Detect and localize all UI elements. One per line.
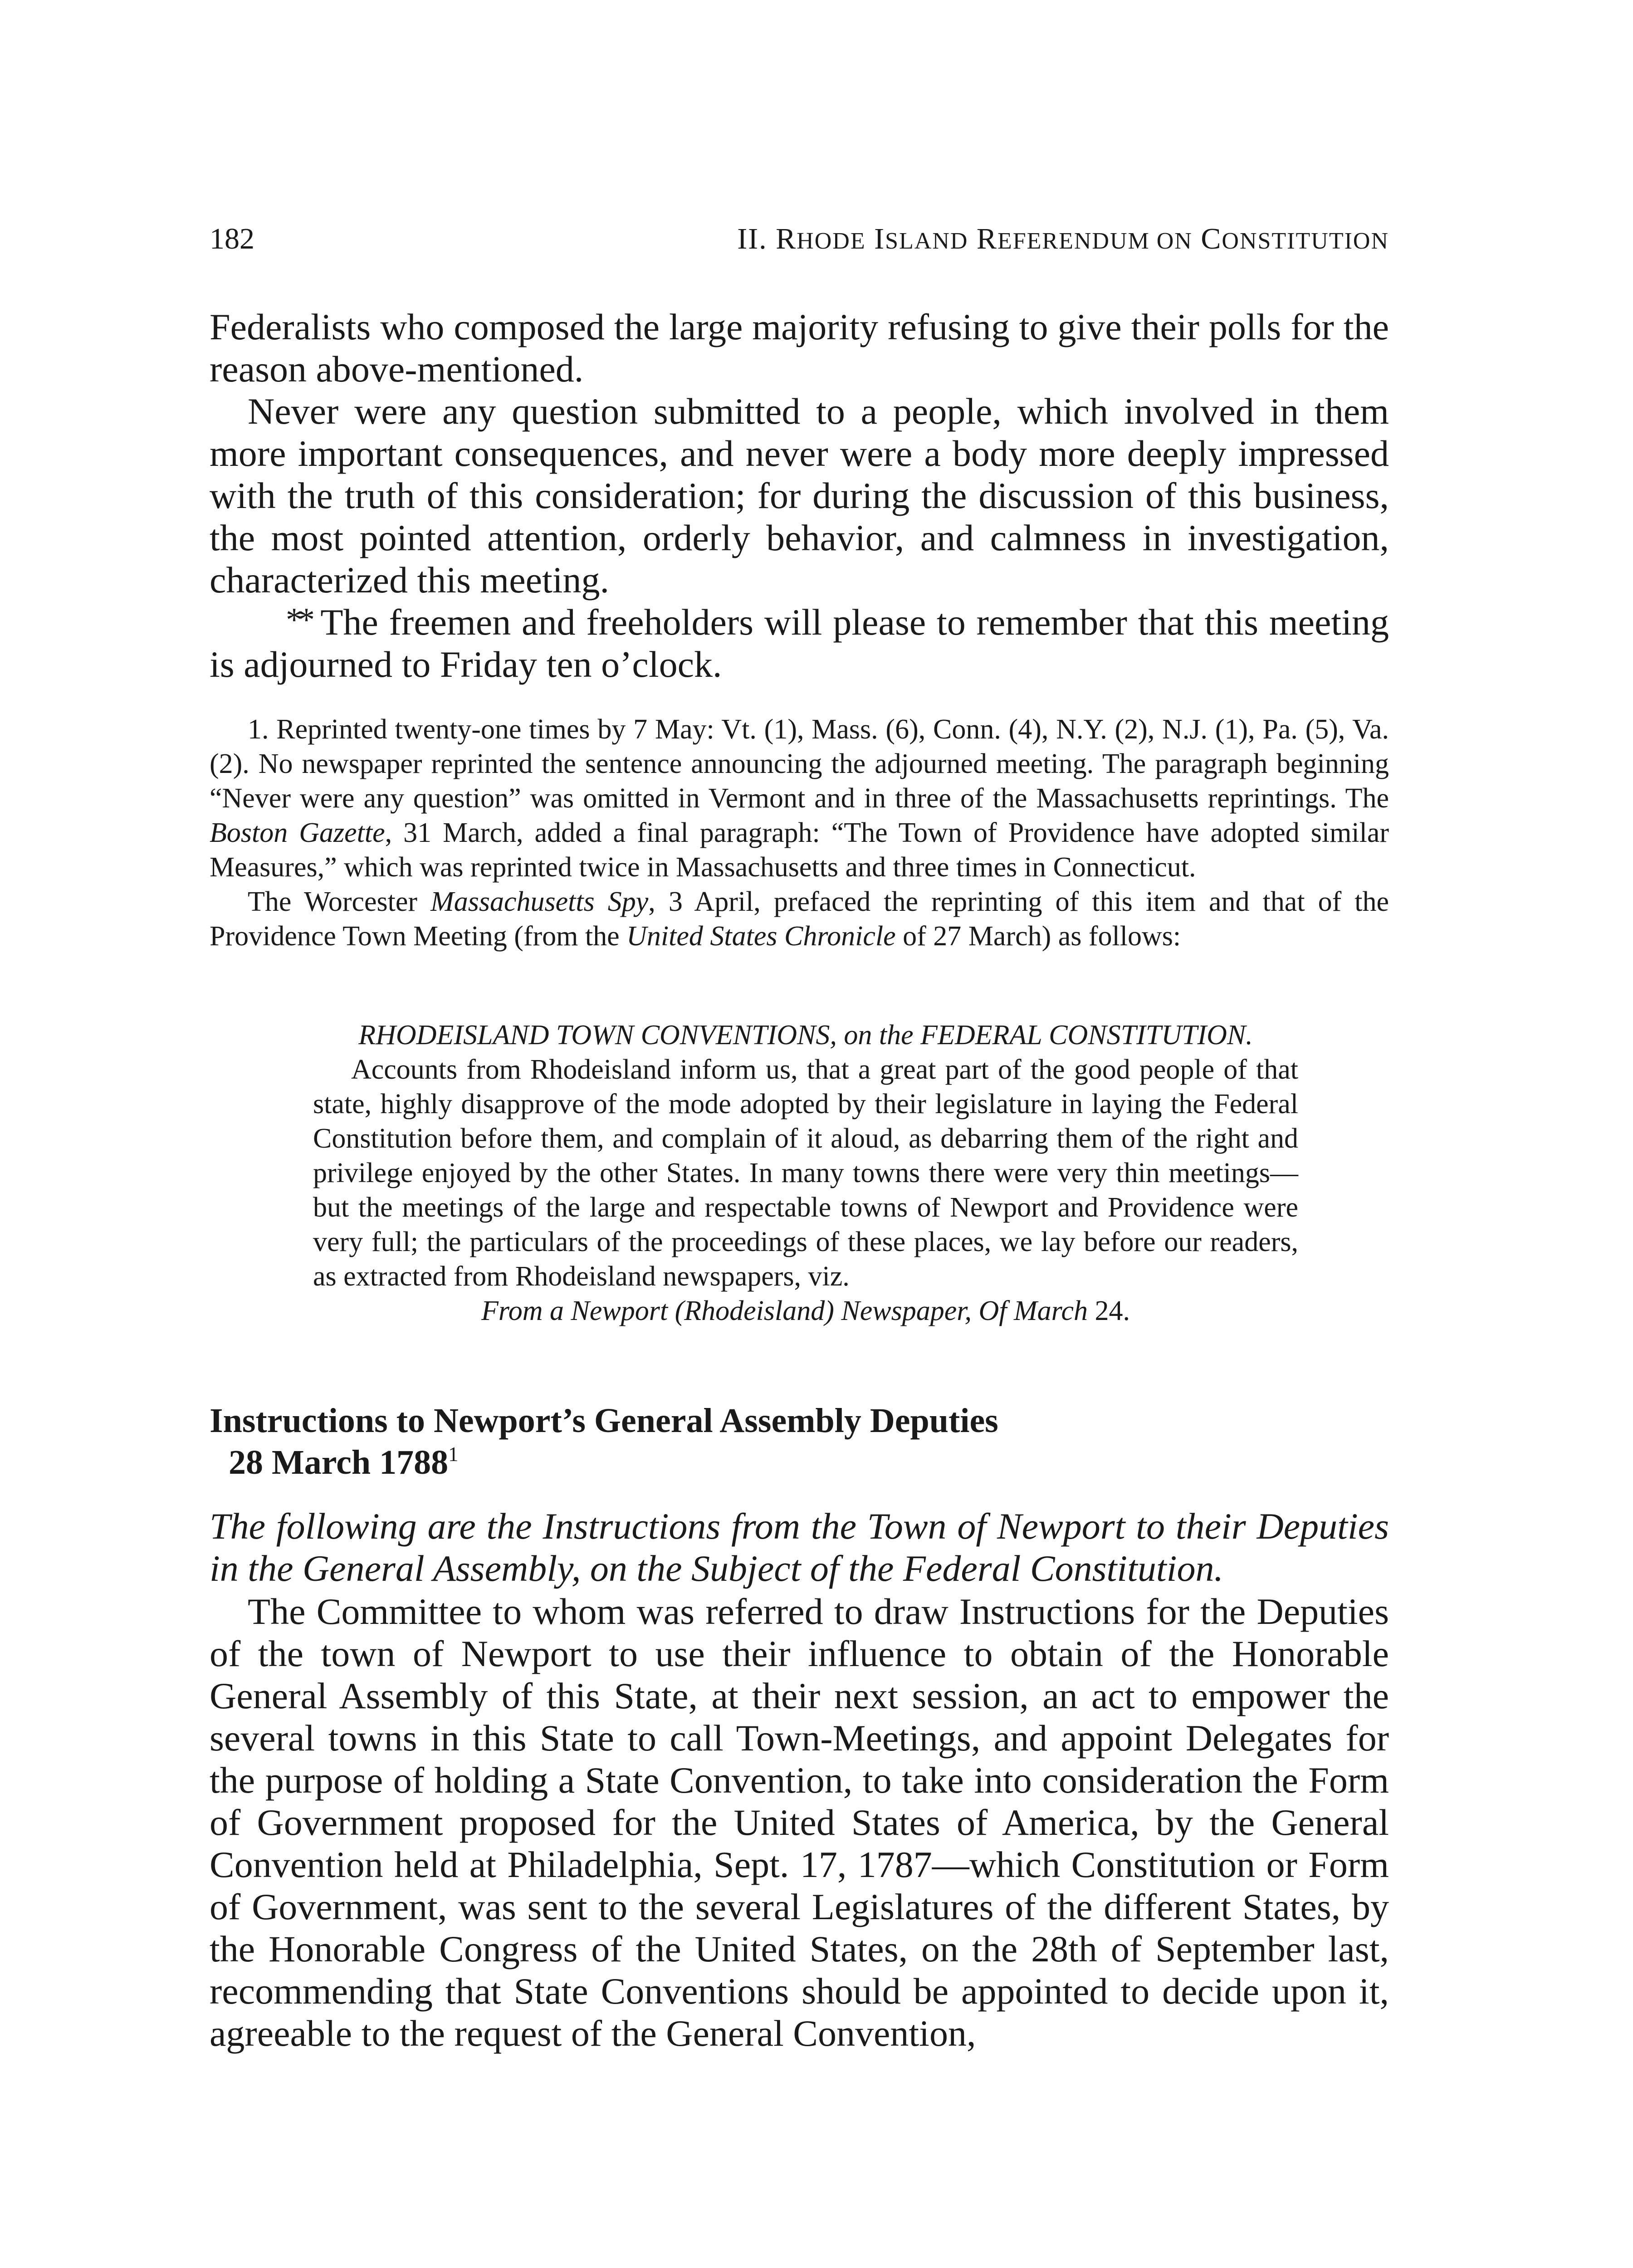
opening-text bbox=[210, 306, 1389, 685]
note-2-newspaper-title-2: United States Chronicle bbox=[626, 921, 896, 952]
note-2 bbox=[210, 885, 1389, 953]
note-1-text-1: 1. Reprinted twenty-one times by 7 May: Vt. (1), Mass. (6), Conn. (4), N.Y. (2), N.J. (1), Pa. (5), Va. (2). No newspaper reprinted the sentence announcing the adjourned meeting. The paragraph beginning “Never were any question” was omitted in Vermont and in three of the Massachusetts reprintings. The bbox=[210, 714, 1389, 814]
opening-paragraph-2: Never were any question submitted to a people, which involved in them more important consequences, and never were a body more deeply impressed with the truth of this consideration; for during the discussion of this business, the most pointed attention, orderly behavior, and calmness in investigation, characterized this meeting. bbox=[210, 391, 1389, 601]
instructions-body: The Committee to whom was referred to draw Instructions for the Deputies of the town of Newport to use their influence to obtain of the Honorable General Assembly of this State, at their next session, an act to empower the several towns in this State to call Town-Meetings, and appoint Delegates for the purpose of holding a State Convention, to take into consideration the Form of Government proposed for the United States of America, by the General Convention held at Philadelphia, Sept. 17, 1787—which Constitution or Form of Government, was sent to the several Legislatures of the different States, by the Honorable Congress of the United States, on the 28th of September last, recommending that State Conventions should be appointed to decide upon it, agreeable to the request of the General Convention, bbox=[210, 1591, 1389, 2054]
section-title-date: 28 March 1788 bbox=[229, 1443, 449, 1481]
section-title bbox=[210, 1400, 1344, 1483]
note-2-newspaper-title-1: Massachusetts Spy bbox=[430, 886, 649, 917]
page-header bbox=[210, 219, 1389, 259]
note-1-newspaper-title: Boston Gazette bbox=[210, 817, 385, 848]
page-number: 182 bbox=[210, 222, 254, 255]
quoted-item-paragraph: Accounts from Rhodeisland inform us, that a great part of the good people of that state, highly disapprove of the mode adopted by their legislature in laying the Federal Constitution before them, and complain of it aloud, as debarring them of the right and privilege enjoyed by the other States. In many towns there were very thin meetings—but the meetings of the large and respectable towns of Newport and Providence were very full; the particulars of the proceedings of these places, we lay before our readers, as extracted from Rhodeisland newspapers, viz. bbox=[313, 1054, 1298, 1292]
note-1 bbox=[210, 712, 1389, 885]
section-title-line-1: Instructions to Newport’s General Assembly Deputies bbox=[210, 1402, 998, 1440]
quoted-item-source bbox=[313, 1294, 1298, 1328]
opening-paragraph-3-text: The freemen and freeholders will please to remember that this meeting is adjourned to Friday ten o’clock. bbox=[210, 601, 1389, 685]
quoted-item-heading: RHODEISLAND TOWN CONVENTIONS, on the FEDERAL CONSTITUTION. bbox=[358, 1020, 1253, 1051]
note-2-text-1: The Worcester bbox=[248, 886, 431, 917]
running-head-smallcaps-2: SLAND bbox=[885, 228, 968, 254]
instructions-intro: The following are the Instructions from the Town of Newport to their Deputies in the General Assembly, on the Subject of the Federal Constitution. bbox=[210, 1505, 1389, 1589]
quoted-item-source-date: 24. bbox=[1087, 1295, 1130, 1326]
note-2-text-3: of 27 March) as follows: bbox=[895, 921, 1181, 952]
running-head bbox=[737, 219, 1389, 262]
running-head-smallcaps-4: ONSTITUTION bbox=[1222, 228, 1389, 254]
running-head-gap-3: C bbox=[1192, 222, 1222, 255]
opening-paragraph-1: Federalists who composed the large majority refusing to give their polls for the reason above-mentioned. bbox=[210, 306, 1389, 390]
quoted-newspaper-item bbox=[313, 1018, 1298, 1328]
running-head-smallcaps-1: HODE bbox=[797, 228, 866, 254]
running-head-gap-2: R bbox=[968, 222, 997, 255]
note-1-text-2: , 31 March, added a final paragraph: “The Town of Providence have adopted similar Measures,” which was reprinted twice in Massachusetts and three times in Connecticut. bbox=[210, 817, 1389, 883]
editorial-notes bbox=[210, 712, 1389, 953]
section-title-line-2 bbox=[229, 1442, 1344, 1483]
footnote-marker: 1 bbox=[448, 1443, 459, 1466]
running-head-gap-1: I bbox=[865, 222, 885, 255]
running-head-prefix: II. R bbox=[737, 222, 797, 255]
running-head-smallcaps-3: EFERENDUM ON bbox=[997, 228, 1193, 254]
quoted-item-source-name: From a Newport (Rhodeisland) Newspaper, Of March bbox=[481, 1295, 1088, 1326]
asterism-mark: ** bbox=[286, 601, 310, 639]
opening-paragraph-3 bbox=[210, 601, 1389, 685]
note-2-text-2: , 3 April, prefaced the reprinting of this item and that of the Providence Town Meeting (from the bbox=[210, 886, 1389, 952]
